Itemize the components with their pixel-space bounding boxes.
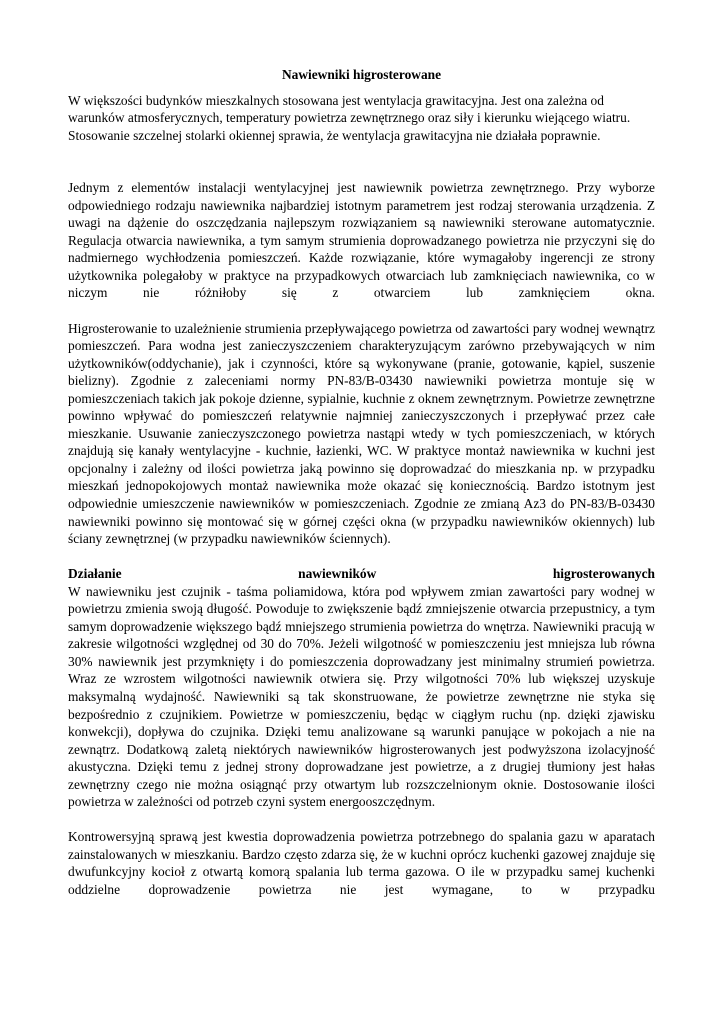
spacer	[68, 302, 655, 320]
paragraph-dzialanie: W nawiewniku jest czujnik - taśma poliamidowa, która pod wpływem zmian zawartości pary wodnej w powietrzu zmienia swoją długość. Powoduje to zwiększenie bądź zmniejszenie otwarcia przepustnicy, a tym samym doprowadzenie większego bądź mniejszego strumienia powietrza do wnętrza. Nawiewniki pracują w zakresie wilgotności względnej od 30 do 70%. Jeżeli wilgotność w pomieszczeniu jest mniejsza lub równa 30% nawiewnik jest przymknięty i do pomieszczenia doprowadzany jest minimalny strumień powietrza. Wraz ze wzrostem wilgotności nawiewnik otwiera się. Przy wilgotności 70% lub większej uzyskuje maksymalną wydajność. Nawiewniki są tak skonstruowane, że powietrze zewnętrzne nie styka się bezpośrednio z czujnikiem. Powietrze w pomieszczeniu, będąc w ciągłym ruchu (np. dzięki zjawisku konwekcji), dopływa do czujnika. Dzięki temu analizowane są warunki panujące w pokojach a nie na zewnątrz. Dodatkową zaletą niektórych nawiewników higrosterowanych jest podwyższona izolacyjność akustyczna. Dzięki temu z jednej strony doprowadzane jest powietrze, a z drugiej tłumiony jest hałas zewnętrzny czego nie można osiągnąć przy otwartym lub rozszczelnionym oknie. Dostosowanie ilości powietrza w zależności od potrzeb czyni system energooszczędnym.	[68, 583, 655, 810]
spacer	[68, 548, 655, 566]
paragraph-spalanie-gazu: Kontrowersyjną sprawą jest kwestia doprowadzenia powietrza potrzebnego do spalania gazu w aparatach zainstalowanych w mieszkaniu. Bardzo często zdarza się, że w kuchni oprócz kuchenki gazowej znajduje się dwufunkcyjny kocioł z otwartą komorą spalania lub terma gazowa. O ile w przypadku samej kuchenki oddzielne doprowadzenie powietrza nie jest wymagane, to w przypadku	[68, 829, 655, 897]
spacer	[68, 144, 655, 162]
intro-paragraph: W większości budynków mieszkalnych stosowana jest wentylacja grawitacyjna. Jest ona zależna od warunków atmosferycznych, temperatury powietrza zewnętrznego oraz siły i kierunku wiejącego wiatru. Stosowanie szczelnej stolarki okiennej sprawia, że wentylacja grawitacyjna nie działała poprawnie.	[68, 92, 631, 143]
heading-word: higrosterowanych	[552, 566, 655, 582]
paragraph-sterowanie: Jednym z elementów instalacji wentylacyjnej jest nawiewnik powietrza zewnętrznego. Przy wyborze odpowiedniego rodzaju nawiewnika najbardziej istotnym parametrem jest rodzaj sterowania urządzenia. Z uwagi na dążenie do oszczędzania najlepszym rozwiązaniem są nawiewniki sterowane automatycznie. Regulacja otwarcia nawiewnika, a tym samym strumienia doprowadzanego powietrza nie przyczyni się do nadmiernego wychłodzenia pomieszczeń. Każde rozwiązanie, które wymagałoby ingerencji ze strony użytkownika polegałoby w praktyce na przypadkowych otwarciach lub zamknięciach nawiewnika, co w niczym nie różniłoby się z otwarciem lub zamknięciem okna.	[68, 180, 655, 301]
paragraph-higrosterowanie: Higrosterowanie to uzależnienie strumienia przepływającego powietrza od zawartości pary wodnej wewnątrz pomieszczeń. Para wodna jest zanieczyszczeniem charakteryzującym zarówno przebywających w nim użytkowników(oddychanie), jak i czynności, które są wykonywane (pranie, gotowanie, kąpiel, suszenie bielizny). Zgodnie z zaleceniami normy PN-83/B-03430 nawiewniki powietrza montuje się w pomieszczeniach takich jak pokoje dzienne, sypialnie, kuchnie z oknem zewnętrznym. Powietrze zewnętrzne powinno wpływać do pomieszczeń relatywnie najmniej zanieczyszczonych i przepływać przez całe mieszkanie. Usuwanie zanieczyszczonego powietrza nastąpi wtedy w tych pomieszczeniach, w których znajdują się kanały wentylacyjne - kuchnie, łazienki, WC. W praktyce montaż nawiewnika w kuchni jest opcjonalny i zależny od ilości powietrza jaką powinno się doprowadzać do mieszkania np. w przypadku mieszkań jednopokojowych montaż nawiewnika może okazać się koniecznością. Bardzo istotnym jest odpowiednie umieszczenie nawiewników w pomieszczeniach. Zgodnie ze zmianą Az3 do PN-83/B-03430 nawiewniki powinno się montować się w górnej części okna (w przypadku nawiewników okiennych) lub ściany zewnętrznej (w przypadku nawiewników ściennych).	[68, 320, 655, 547]
document-page	[68, 66, 655, 898]
heading-word: nawiewników	[298, 566, 377, 582]
spacer	[68, 162, 655, 180]
document-title: Nawiewniki higrosterowane	[281, 67, 442, 82]
section-heading	[68, 565, 655, 583]
spacer	[68, 811, 655, 829]
heading-word: Działanie	[68, 566, 122, 582]
